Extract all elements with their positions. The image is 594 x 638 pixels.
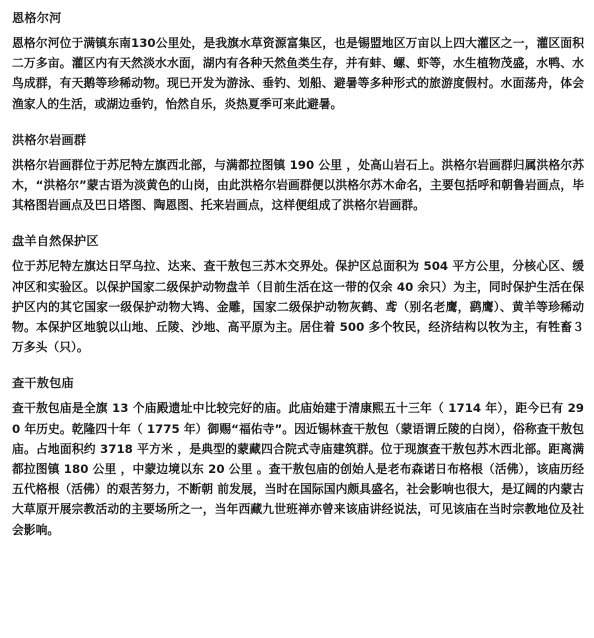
- section-title: 恩格尔河: [12, 11, 62, 25]
- document-page: [12, 10, 584, 558]
- section-engeer-river: [12, 10, 584, 114]
- section-body: 位于苏尼特左旗达日罕乌拉、达来、查干敖包三苏木交界处。保护区总面积为 504 平方公里，分核心区、缓冲区和实验区。以保护国家二级保护动物盘羊（目前生活在这一带的仅余 40 余只）为主，同时保护生活在保护区内的其它国家一级保护动物大鸨、金雕，国家二级保护动物灰鹤、鸢（别名老鹰，鹞鹰）、黄羊等珍稀动物。本保护区地貌以山地、丘陵、沙地、高平原为主。居住着 500 多个牧民，经济结构以牧为主，有牲畜３万多头（只）。: [12, 259, 584, 355]
- section-argali-reserve: [12, 233, 584, 357]
- section-honggeer-rock-paintings: [12, 132, 584, 216]
- section-chagan-obo-temple: [12, 375, 584, 539]
- section-body: 恩格尔河位于满镇东南130公里处，是我旗水草资源富集区，也是锡盟地区万亩以上四大灌区之一，灌区面积二万多亩。灌区内有天然淡水水面，湖内有各种天然鱼类生存，并有蚌、螺、虾等，水生植物茂盛，水鸭、水鸟成群，有天鹅等珍稀动物。现已开发为游泳、垂钓、划船、避暑等多种形式的旅游度假村。水面荡舟，体会渔家人的生活，或湖边垂钓，怡然自乐，炎热夏季可来此避暑。: [12, 36, 584, 111]
- section-title: 盘羊自然保护区: [12, 234, 99, 249]
- section-body: 洪格尔岩画群位于苏尼特左旗西北部，与满都拉图镇 190 公里 ，处高山岩石上。洪格尔岩画群归属洪格尔苏木，“洪格尔”蒙古语为淡黄色的山岗，由此洪格尔岩画群便以洪格尔苏木命名，主要包括呼和朝鲁岩画点，毕其格图岩画点及巴日塔图、陶恩图、托来岩画点，这样便组成了洪格尔岩画群。: [12, 157, 584, 213]
- section-title: 查干敖包庙: [12, 376, 74, 391]
- section-body: 查干敖包庙是全旗 13 个庙殿遗址中比较完好的庙。此庙始建于清康熙五十三年（ 1714 年），距今已有 290 年历史。乾隆四十年（ 1775 年）御赐“福佑寺”。因近锡林查干敖包（蒙语谓丘陵的白岗），俗称查干敖包庙。占地面积约 3718 平方米 ，是典型的蒙藏四合院式寺庙建筑群。位于现旗查干敖包苏木西北部。距离满都拉图镇 180 公里 ，中蒙边境以东 20 公里 。查干敖包庙的创始人是老布森诺日布格根（活佛），该庙历经五代格根（活佛）的艰苦努力，不断朝 前发展，当时在国际国内颇具盛名，社会影响也很大，是辽阔的内蒙古大草原开展宗教活动的主要场所之一，当年西藏九世班禅亦曾来该庙讲经说法，可见该庙在当时宗教地位及社会影响。: [12, 401, 584, 537]
- section-title: 洪格尔岩画群: [12, 132, 87, 147]
